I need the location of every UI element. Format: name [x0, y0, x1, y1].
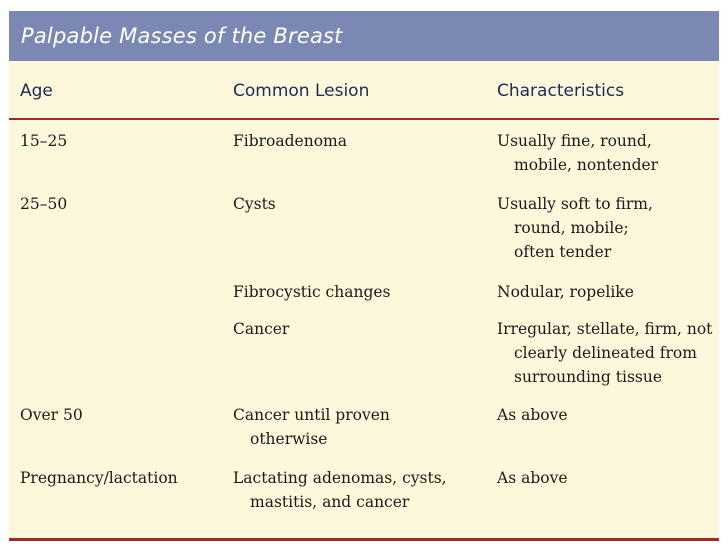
cell-age: Pregnancy/lactation — [20, 469, 178, 487]
cell-age: 15–25 — [20, 132, 68, 150]
cell-lesion-line: Fibroadenoma — [233, 132, 347, 150]
cell-age: Over 50 — [20, 406, 83, 424]
cell-characteristics-line: As above — [497, 469, 568, 487]
cell-lesion-line: Fibrocystic changes — [233, 283, 391, 301]
table-title: Palpable Masses of the Breast — [21, 24, 343, 48]
cell-lesion — [233, 280, 391, 304]
cell-characteristics-line: mobile, nontender — [514, 156, 659, 174]
title-bar — [9, 11, 719, 61]
cell-lesion-line: Cancer until proven — [233, 406, 390, 424]
bottom-rule — [9, 538, 719, 541]
table — [9, 61, 719, 538]
cell-characteristics-line: round, mobile; — [514, 219, 629, 237]
cell-characteristics-line: surrounding tissue — [514, 368, 663, 386]
cell-lesion — [233, 317, 289, 341]
cell-age: 25–50 — [20, 195, 68, 213]
cell-lesion-line: mastitis, and cancer — [250, 493, 410, 511]
cell-characteristics-line: Irregular, stellate, firm, not — [497, 320, 713, 338]
cell-characteristics-line: As above — [497, 406, 568, 424]
cell-lesion-line: otherwise — [250, 430, 328, 448]
cell-lesion-line: Cysts — [233, 195, 276, 213]
header-divider — [9, 118, 719, 120]
cell-characteristics — [497, 129, 658, 177]
cell-characteristics — [497, 192, 653, 264]
header-common-lesion: Common Lesion — [233, 81, 370, 101]
table-header-row — [9, 61, 719, 119]
cell-lesion-line: Cancer — [233, 320, 290, 338]
cell-lesion — [233, 466, 447, 514]
header-characteristics: Characteristics — [497, 81, 625, 101]
header-age: Age — [20, 81, 53, 101]
cell-characteristics-line: often tender — [514, 243, 612, 261]
cell-characteristics-line: Usually fine, round, — [497, 132, 652, 150]
cell-lesion — [233, 192, 276, 216]
cell-characteristics — [497, 403, 568, 427]
cell-characteristics — [497, 280, 634, 304]
cell-characteristics-line: Nodular, ropelike — [497, 283, 634, 301]
cell-lesion — [233, 129, 347, 153]
cell-characteristics-line: Usually soft to firm, — [497, 195, 653, 213]
cell-lesion — [233, 403, 390, 451]
cell-lesion-line: Lactating adenomas, cysts, — [233, 469, 447, 487]
cell-characteristics — [497, 466, 568, 490]
cell-characteristics — [497, 317, 712, 389]
cell-characteristics-line: clearly delineated from — [514, 344, 697, 362]
